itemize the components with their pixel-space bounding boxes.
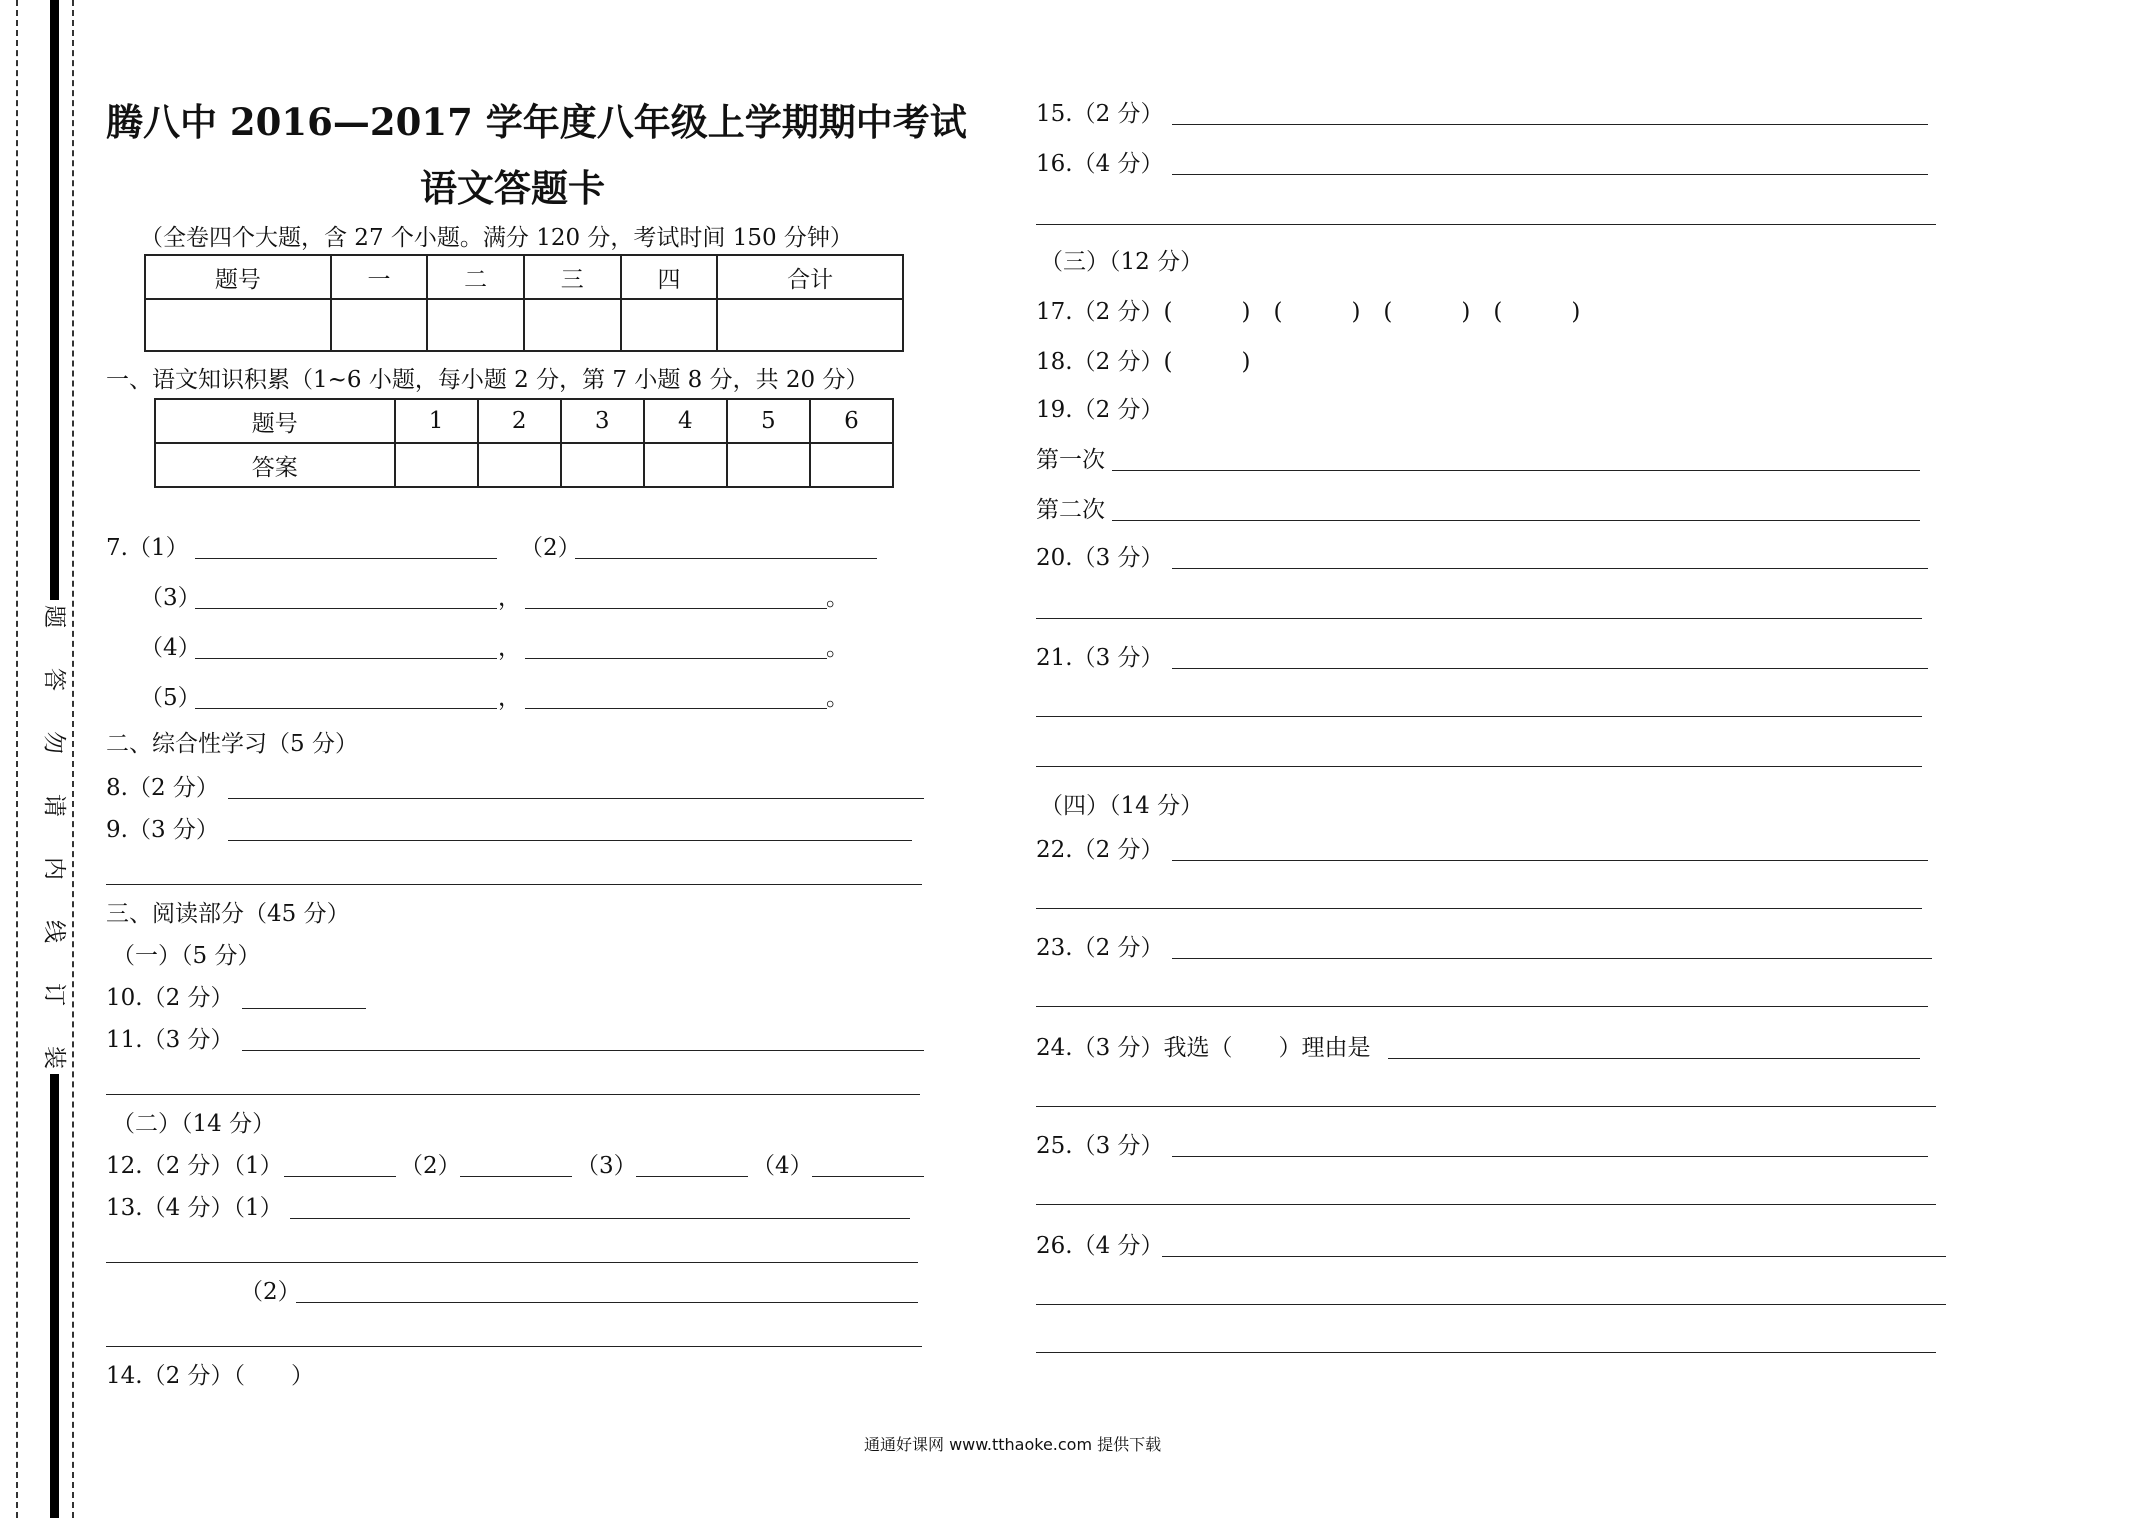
q25-label: 25.（3 分） [1036, 1133, 1164, 1159]
answer-line[interactable] [1388, 1058, 1920, 1059]
seal-warning [40, 600, 68, 1074]
answer-line[interactable] [1036, 908, 1922, 909]
q12-part4: （4） [752, 1153, 813, 1179]
answer-cell[interactable] [644, 443, 727, 487]
q16-label: 16.（4 分） [1036, 151, 1164, 177]
answer-line[interactable] [1036, 1106, 1936, 1107]
q8-label: 8.（2 分） [106, 775, 219, 801]
answer-line[interactable] [1172, 568, 1928, 569]
seal-char: 装 [40, 1046, 67, 1069]
page-subtitle: 语文答题卡 [420, 166, 605, 210]
answer-line[interactable] [1036, 224, 1936, 225]
page-title: 腾八中 2016—2017 学年度八年级上学期期中考试 [106, 100, 967, 144]
comma: ， [498, 635, 521, 661]
q18-label: 18.（2 分）( ) [1036, 349, 1251, 375]
answer-cell[interactable] [727, 443, 810, 487]
score-header: 二 [427, 255, 524, 299]
score-header: 三 [524, 255, 621, 299]
score-cell[interactable] [717, 299, 903, 351]
answer-line[interactable] [195, 558, 497, 559]
q19-second: 第二次 [1036, 497, 1105, 523]
part3-heading: （三）（12 分） [1040, 249, 1204, 275]
answer-line[interactable] [575, 558, 877, 559]
answer-line[interactable] [1036, 766, 1922, 767]
section2-heading: 二、综合性学习（5 分） [106, 731, 358, 757]
answer-cell[interactable] [478, 443, 561, 487]
q9-label: 9.（3 分） [106, 817, 219, 843]
answer-line[interactable] [1036, 1304, 1946, 1305]
answer-cell[interactable] [561, 443, 644, 487]
answer-line[interactable] [460, 1176, 572, 1177]
section3-heading: 三、阅读部分（45 分） [106, 901, 350, 927]
q7-part3: （3） [140, 585, 201, 611]
comma: ， [498, 685, 521, 711]
exam-info: （全卷四个大题，含 27 个小题。满分 120 分，考试时间 150 分钟） [140, 225, 853, 251]
q26-label: 26.（4 分） [1036, 1233, 1164, 1259]
answer-header: 题号 [155, 399, 395, 443]
q11-label: 11.（3 分） [106, 1027, 234, 1053]
q21-label: 21.（3 分） [1036, 645, 1164, 671]
answer-line[interactable] [1036, 716, 1922, 717]
answer-line[interactable] [1112, 520, 1920, 521]
comma: ， [498, 585, 521, 611]
score-table [144, 254, 904, 352]
answer-line[interactable] [1172, 860, 1928, 861]
answer-cell[interactable] [810, 443, 893, 487]
answer-line[interactable] [228, 798, 924, 799]
answer-line[interactable] [812, 1176, 924, 1177]
seal-char: 内 [40, 857, 67, 880]
answer-line[interactable] [1036, 1006, 1928, 1007]
q13-label: 13.（4 分）（1） [106, 1195, 283, 1221]
q14-label: 14.（2 分）（ ） [106, 1363, 315, 1389]
answer-header: 1 [395, 399, 478, 443]
score-header: 四 [621, 255, 718, 299]
answer-line[interactable] [195, 708, 497, 709]
score-cell[interactable] [331, 299, 428, 351]
answer-line[interactable] [636, 1176, 748, 1177]
period: 。 [826, 685, 849, 711]
answer-table [154, 398, 894, 488]
score-cell[interactable] [621, 299, 718, 351]
score-header: 一 [331, 255, 428, 299]
answer-line[interactable] [284, 1176, 396, 1177]
part2-heading: （二）（14 分） [112, 1111, 276, 1137]
answer-line[interactable] [106, 1346, 922, 1347]
q24-label: 24.（3 分）我选（ ）理由是 [1036, 1035, 1371, 1061]
answer-line[interactable] [195, 658, 497, 659]
answer-line[interactable] [1172, 958, 1932, 959]
q15-label: 15.（2 分） [1036, 101, 1164, 127]
q7-label: 7.（1） [106, 535, 189, 561]
answer-line[interactable] [1172, 124, 1928, 125]
answer-line[interactable] [242, 1050, 924, 1051]
q13-part2: （2） [240, 1279, 301, 1305]
seal-char: 题 [40, 605, 67, 628]
answer-line[interactable] [1036, 1204, 1936, 1205]
q19-first: 第一次 [1036, 447, 1105, 473]
answer-line[interactable] [1172, 1156, 1928, 1157]
score-cell[interactable] [427, 299, 524, 351]
score-cell[interactable] [524, 299, 621, 351]
section1-heading: 一、语文知识积累（1~6 小题，每小题 2 分，第 7 小题 8 分，共 20 分） [106, 367, 869, 393]
part4-heading: （四）（14 分） [1040, 793, 1204, 819]
seal-char: 答 [40, 668, 67, 691]
answer-header: 4 [644, 399, 727, 443]
q7-part5: （5） [140, 685, 201, 711]
dashed-binding-line [72, 0, 74, 1518]
answer-line[interactable] [296, 1302, 918, 1303]
part1-heading: （一）（5 分） [112, 943, 261, 969]
q23-label: 23.（2 分） [1036, 935, 1164, 961]
answer-line[interactable] [106, 1094, 920, 1095]
answer-line[interactable] [525, 708, 827, 709]
answer-line[interactable] [1036, 1352, 1936, 1353]
seal-char: 订 [40, 983, 67, 1006]
q7-part4: （4） [140, 635, 201, 661]
answer-line[interactable] [1112, 470, 1920, 471]
seal-char: 勿 [40, 731, 67, 754]
answer-line[interactable] [106, 1262, 918, 1263]
answer-header: 2 [478, 399, 561, 443]
answer-line[interactable] [106, 884, 922, 885]
score-cell[interactable] [145, 299, 331, 351]
footer-text: 通通好课网 www.tthaoke.com 提供下载 [864, 1435, 1162, 1454]
q22-label: 22.（2 分） [1036, 837, 1164, 863]
q19-label: 19.（2 分） [1036, 397, 1164, 423]
answer-cell[interactable] [395, 443, 478, 487]
answer-line[interactable] [1162, 1256, 1946, 1257]
answer-header: 5 [727, 399, 810, 443]
q20-label: 20.（3 分） [1036, 545, 1164, 571]
answer-line[interactable] [1172, 174, 1928, 175]
score-header: 题号 [145, 255, 331, 299]
answer-label: 答案 [155, 443, 395, 487]
answer-line[interactable] [242, 1008, 366, 1009]
answer-header: 6 [810, 399, 893, 443]
q12-part2: （2） [400, 1153, 461, 1179]
answer-line[interactable] [195, 608, 497, 609]
seal-char: 请 [40, 794, 67, 817]
q12-part3: （3） [576, 1153, 637, 1179]
answer-line[interactable] [1172, 668, 1928, 669]
dashed-cut-line [16, 0, 18, 1518]
score-header: 合计 [717, 255, 903, 299]
answer-line[interactable] [525, 658, 827, 659]
q7-part2: （2） [520, 535, 581, 561]
q10-label: 10.（2 分） [106, 985, 234, 1011]
seal-char: 线 [40, 920, 67, 943]
q12-label: 12.（2 分）（1） [106, 1153, 283, 1179]
answer-header: 3 [561, 399, 644, 443]
period: 。 [826, 585, 849, 611]
answer-line[interactable] [1036, 618, 1922, 619]
answer-line[interactable] [290, 1218, 910, 1219]
q17-label: 17.（2 分）( ) ( ) ( ) ( ) [1036, 299, 1581, 325]
period: 。 [826, 635, 849, 661]
answer-line[interactable] [525, 608, 827, 609]
answer-line[interactable] [228, 840, 912, 841]
